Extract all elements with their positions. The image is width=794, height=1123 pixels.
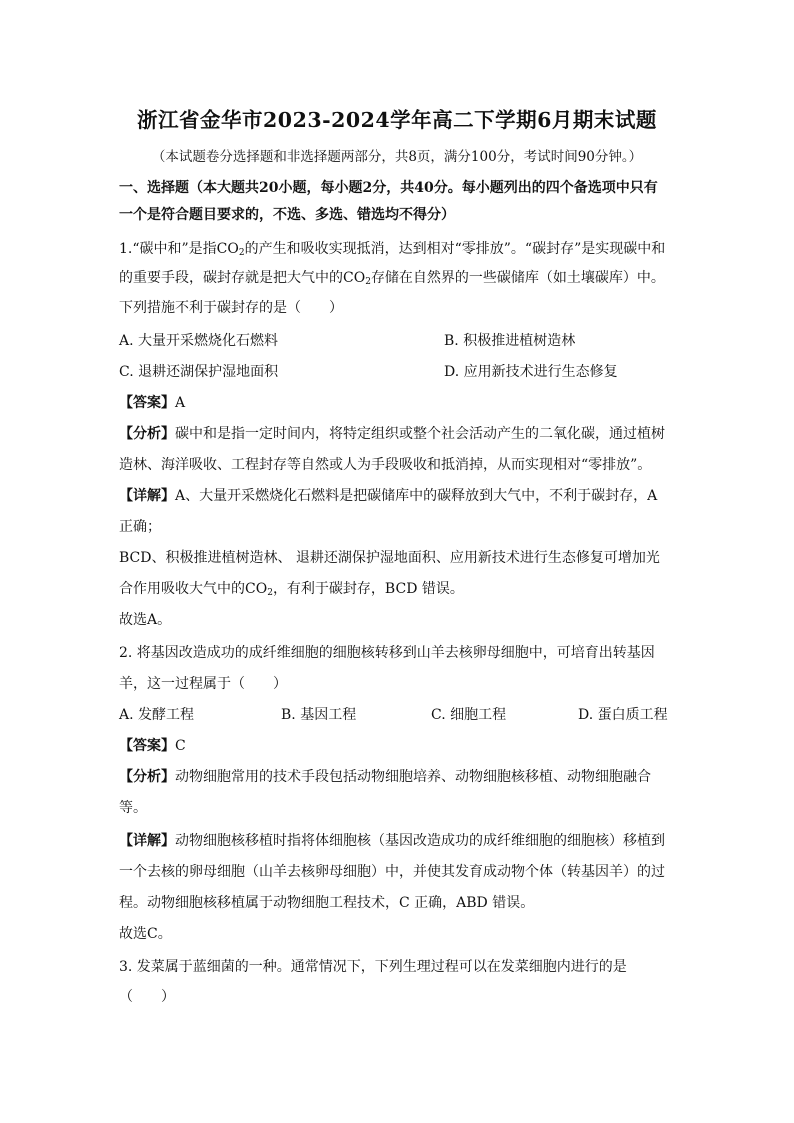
q1-option-b: B. 积极推进植树造林 <box>444 333 576 349</box>
q1-detail: 【详解】A、大量开采燃烧化石燃料是把碳储库中的碳释放到大气中，不利于碳封存，A <box>119 488 658 504</box>
q1-conclusion: 故选A。 <box>119 612 172 628</box>
q2-option-d: D. 蛋白质工程 <box>578 707 668 723</box>
q2-option-a: A. 发酵工程 <box>119 707 195 723</box>
q1-stem-line1: 1.“碳中和”是指$CO_2$的产生和吸收实现抵消，达到相对“零排放”。“碳封存”是实现碳中和 <box>119 241 666 258</box>
q2-detail: 【详解】动物细胞核移植时指将体细胞核（基因改造成功的成纤维细胞的细胞核）移植到 <box>119 833 665 849</box>
q1-detail-line3: BCD、积极推进植树造林、 退耕还湖保护湿地面积、应用新技术进行生态修复可增加光 <box>119 550 660 566</box>
q1-analysis-cont: 造林、海洋吸收、工程封存等自然或人为手段吸收和抵消掉，从而实现相对“零排放”。 <box>119 457 652 473</box>
q1-option-a: A. 大量开采燃烧化石燃料 <box>119 333 279 349</box>
q1-detail-line2: 正确； <box>119 519 161 535</box>
q2-option-b: B. 基因工程 <box>281 707 357 723</box>
q2-detail-line2: 一个去核的卵母细胞（山羊去核卵母细胞）中，并使其发育成动物个体（转基因羊）的过 <box>119 864 665 880</box>
section-heading-cont: 一个是符合题目要求的，不选、多选、错选均不得分） <box>119 207 455 223</box>
q1-answer: 【答案】A <box>119 395 186 411</box>
q2-stem-line2: 羊，这一过程属于（ ） <box>119 676 287 692</box>
q2-option-c: C. 细胞工程 <box>431 707 507 723</box>
q3-stem-line2: （ ） <box>119 989 175 1005</box>
q2-conclusion: 故选C。 <box>119 926 172 942</box>
q1-stem-line3: 下列措施不利于碳封存的是（ ） <box>119 300 343 316</box>
q2-analysis: 【分析】动物细胞常用的技术手段包括动物细胞培养、动物细胞核移植、动物细胞融合 <box>119 769 651 785</box>
q2-analysis-cont: 等。 <box>119 800 147 816</box>
q2-detail-line3: 程。动物细胞核移植属于动物细胞工程技术，C 正确，ABD 错误。 <box>119 895 535 911</box>
q3-stem-line1: 3. 发菜属于蓝细菌的一种。通常情况下，下列生理过程可以在发菜细胞内进行的是 <box>119 959 627 975</box>
section-heading: 一、选择题（本大题共20小题，每小题2分，共40分。每小题列出的四个备选项中只有 <box>119 180 658 196</box>
q1-stem-line2: 的重要手段，碳封存就是把大气中的$CO_2$存储在自然界的一些碳储库（如土壤碳库）中。 <box>119 270 665 287</box>
q2-answer: 【答案】C <box>119 738 186 754</box>
q1-option-c: C. 退耕还湖保护湿地面积 <box>119 364 279 380</box>
q1-analysis: 【分析】碳中和是指一定时间内，将特定组织或整个社会活动产生的二氧化碳，通过植树 <box>119 426 665 442</box>
q1-option-d: D. 应用新技术进行生态修复 <box>444 364 618 380</box>
q2-stem-line1: 2. 将基因改造成功的成纤维细胞的细胞核转移到山羊去核卵母细胞中，可培育出转基因 <box>119 645 655 661</box>
q1-detail-line4: 合作用吸收大气中的$CO_2$，有利于碳封存，BCD 错误。 <box>119 581 464 598</box>
exam-note: （本试题卷分选择题和非选择题两部分，共8页，满分100分，考试时间90分钟。） <box>151 149 643 165</box>
page-title: 浙江省金华市2023-2024学年高二下学期6月期末试题 <box>137 108 657 132</box>
